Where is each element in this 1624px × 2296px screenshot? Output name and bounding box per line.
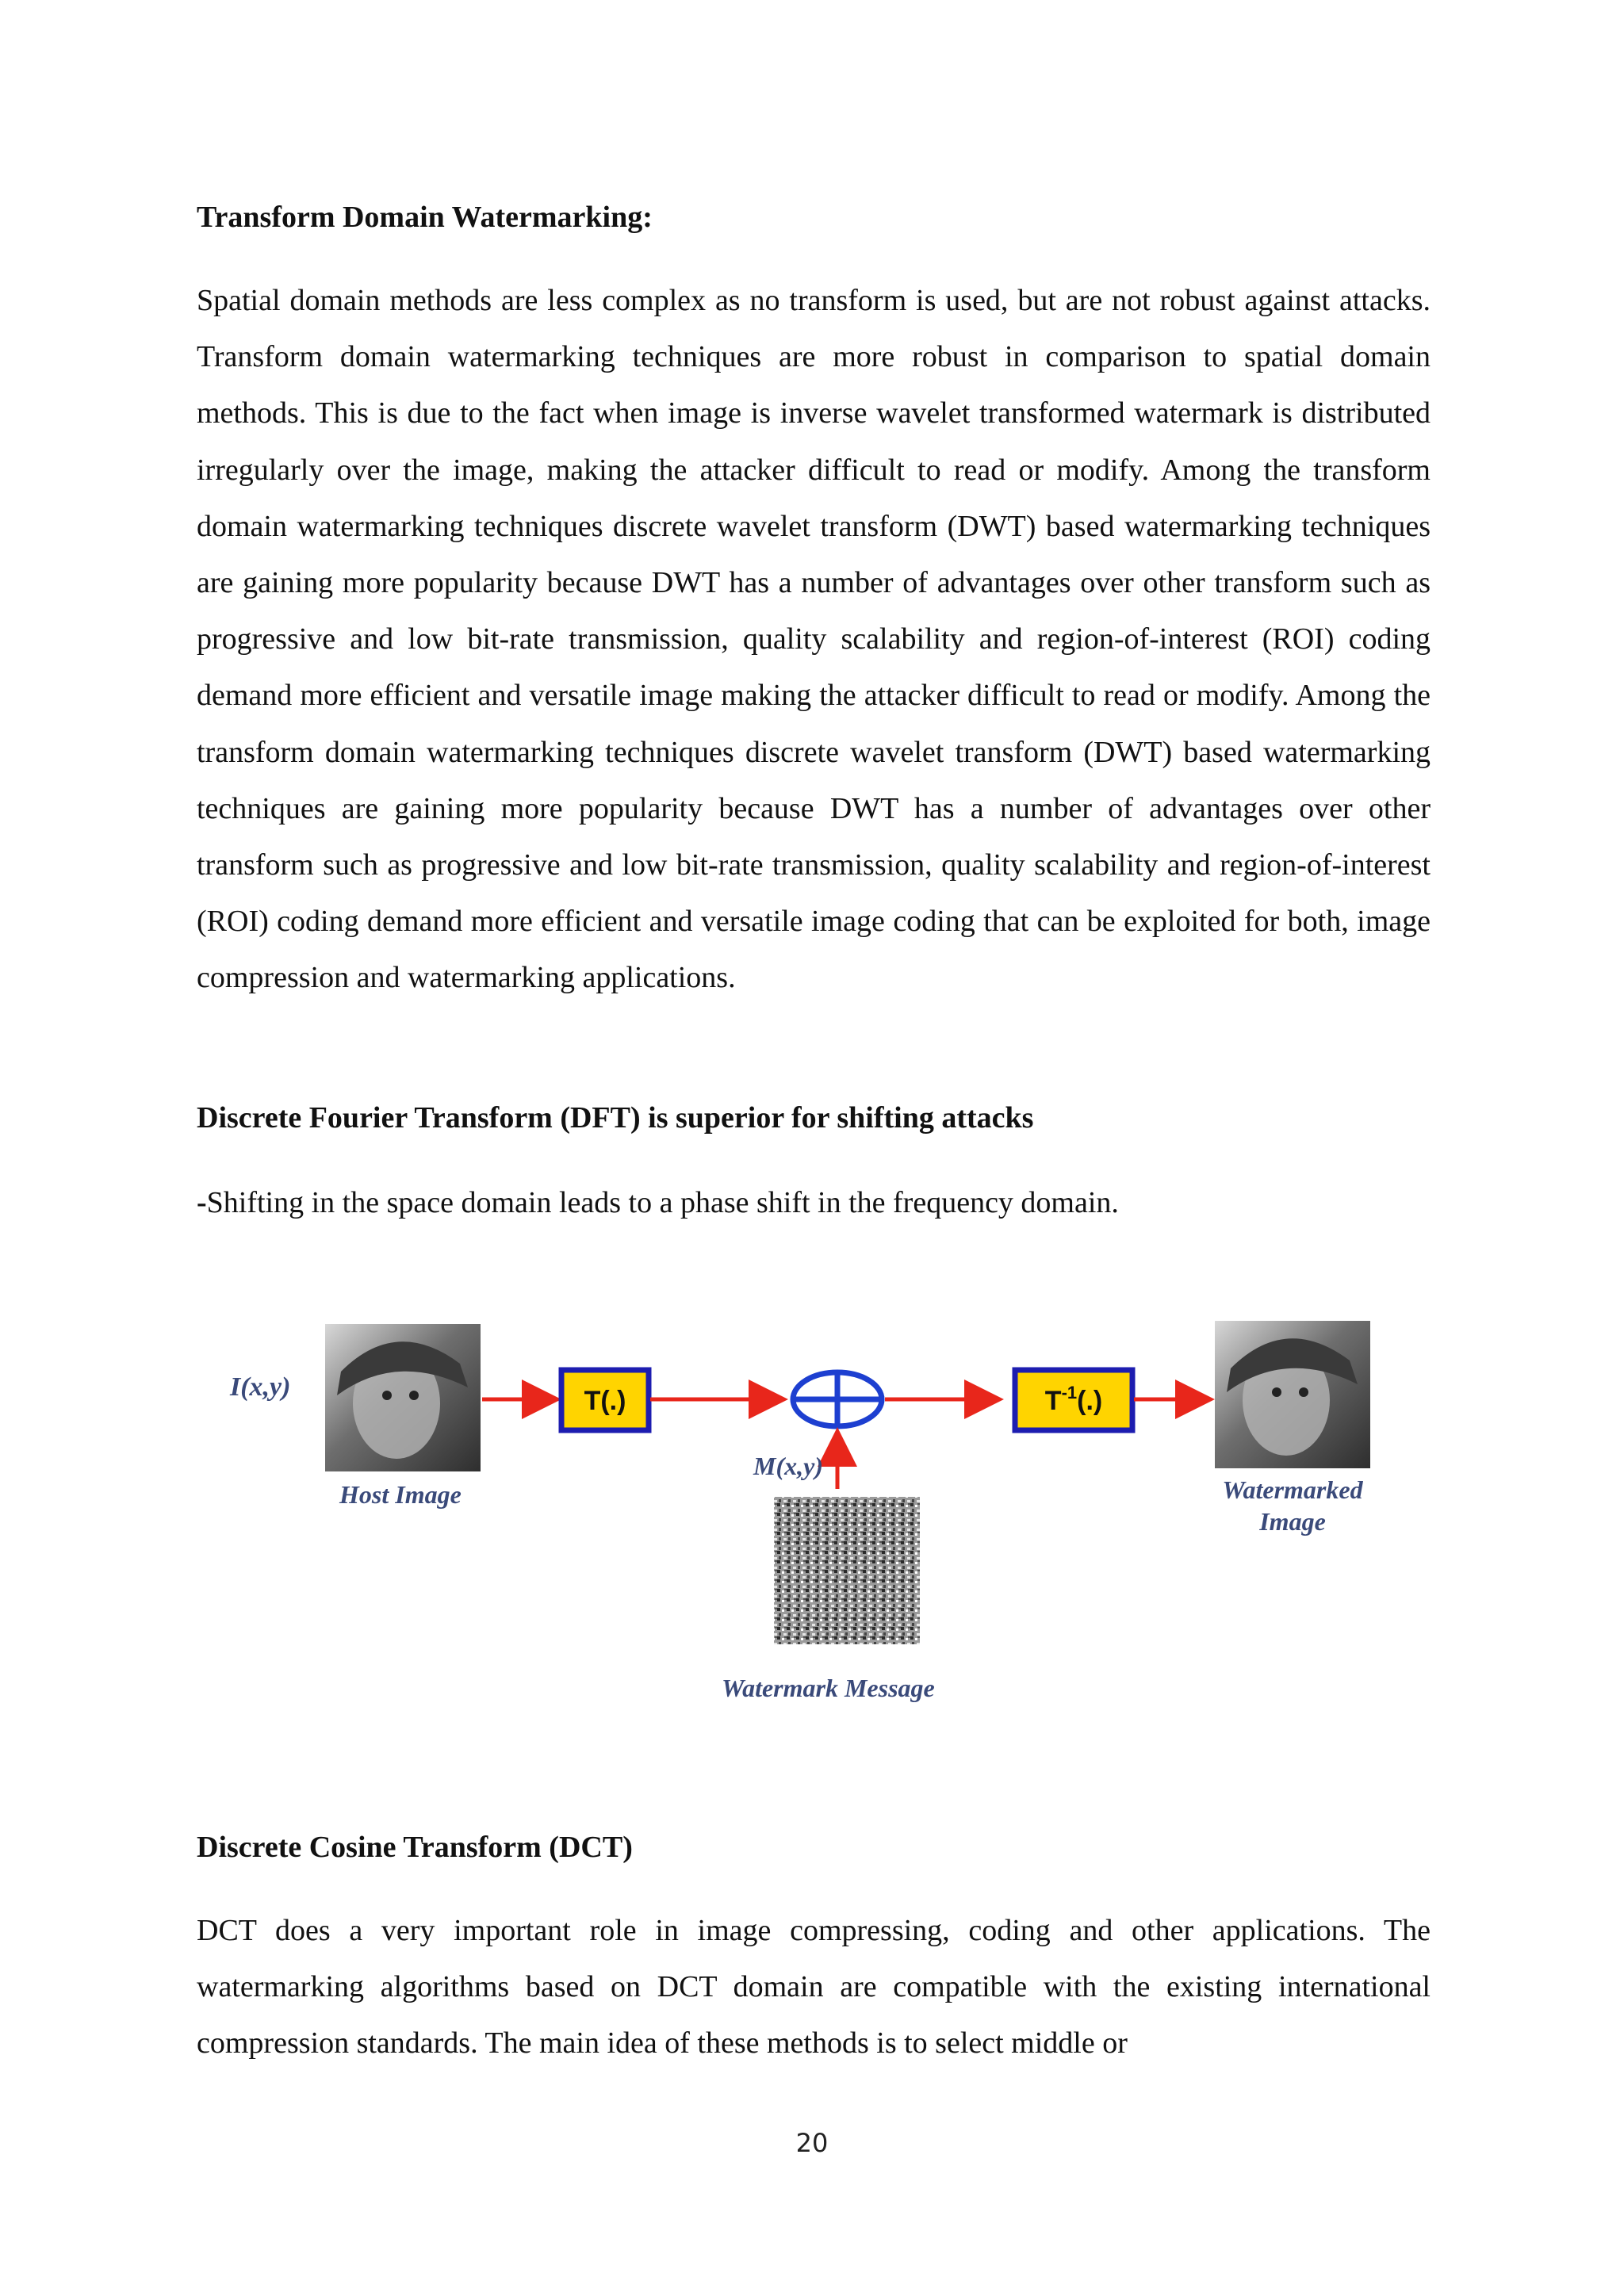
dft-bullet bbox=[197, 1184, 1119, 1222]
section-heading-transform-domain: Transform Domain Watermarking: bbox=[197, 201, 653, 234]
watermark-message-image bbox=[774, 1497, 920, 1644]
section-heading-dft: Discrete Fourier Transform (DFT) is superior for shifting attacks bbox=[197, 1101, 1034, 1135]
dft-bullet-text: Shifting in the space domain leads to a phase shift in the frequency domain. bbox=[206, 1186, 1119, 1219]
input-symbol: I(x,y) bbox=[230, 1372, 291, 1402]
message-symbol: M(x,y) bbox=[753, 1452, 823, 1480]
watermarked-label-line1: Watermarked bbox=[1222, 1475, 1363, 1504]
watermarked-label-line2: Image bbox=[1259, 1507, 1326, 1536]
adder-icon bbox=[793, 1372, 882, 1426]
inverse-transform-label: $T^{-1}(.)$ bbox=[1044, 1383, 1103, 1416]
page-number: 20 bbox=[795, 2128, 829, 2158]
section-heading-dct: Discrete Cosine Transform (DCT) bbox=[197, 1831, 633, 1864]
watermark-embedding-diagram bbox=[206, 1284, 1443, 1728]
transform-label: T(.) bbox=[584, 1386, 626, 1416]
host-image-label: Host Image bbox=[339, 1480, 462, 1509]
bullet-dash: - bbox=[197, 1186, 207, 1219]
watermark-message-label: Watermark Message bbox=[722, 1674, 935, 1702]
paragraph-dct: DCT does a very important role in image compressing, coding and other applications. The watermarking algorithms based on DCT domain are compatible with the existing international compression standards. The main idea of these methods is to select middle or bbox=[197, 1914, 1431, 2061]
host-image bbox=[325, 1324, 481, 1471]
paragraph-transform-domain: Spatial domain methods are less complex as no transform is used, but are not robust against attacks. Transform domain watermarking techniques are more robust in comparison to spatial domain methods. This is due to the fact when image is inverse wavelet transformed watermark is distributed irregularly over the image, making the attacker difficult to read or modify. Among the transform domain watermarking techniques discrete wavelet transform (DWT) based watermarking techniques are gaining more popularity because DWT has a number of advantages over other transform such as progressive and low bit-rate transmission, quality scalability and region-of-interest (ROI) coding demand more efficient and versatile image making the attacker difficult to read or modify. Among the transform domain watermarking techniques discrete wavelet transform (DWT) based watermarking techniques are gaining more popularity because DWT has a number of advantages over other transform such as progressive and low bit-rate transmission, quality scalability and region-of-interest (ROI) coding demand more efficient and versatile image coding that can be exploited for both, image compression and watermarking applications. bbox=[197, 284, 1431, 995]
watermarked-image bbox=[1215, 1321, 1370, 1468]
